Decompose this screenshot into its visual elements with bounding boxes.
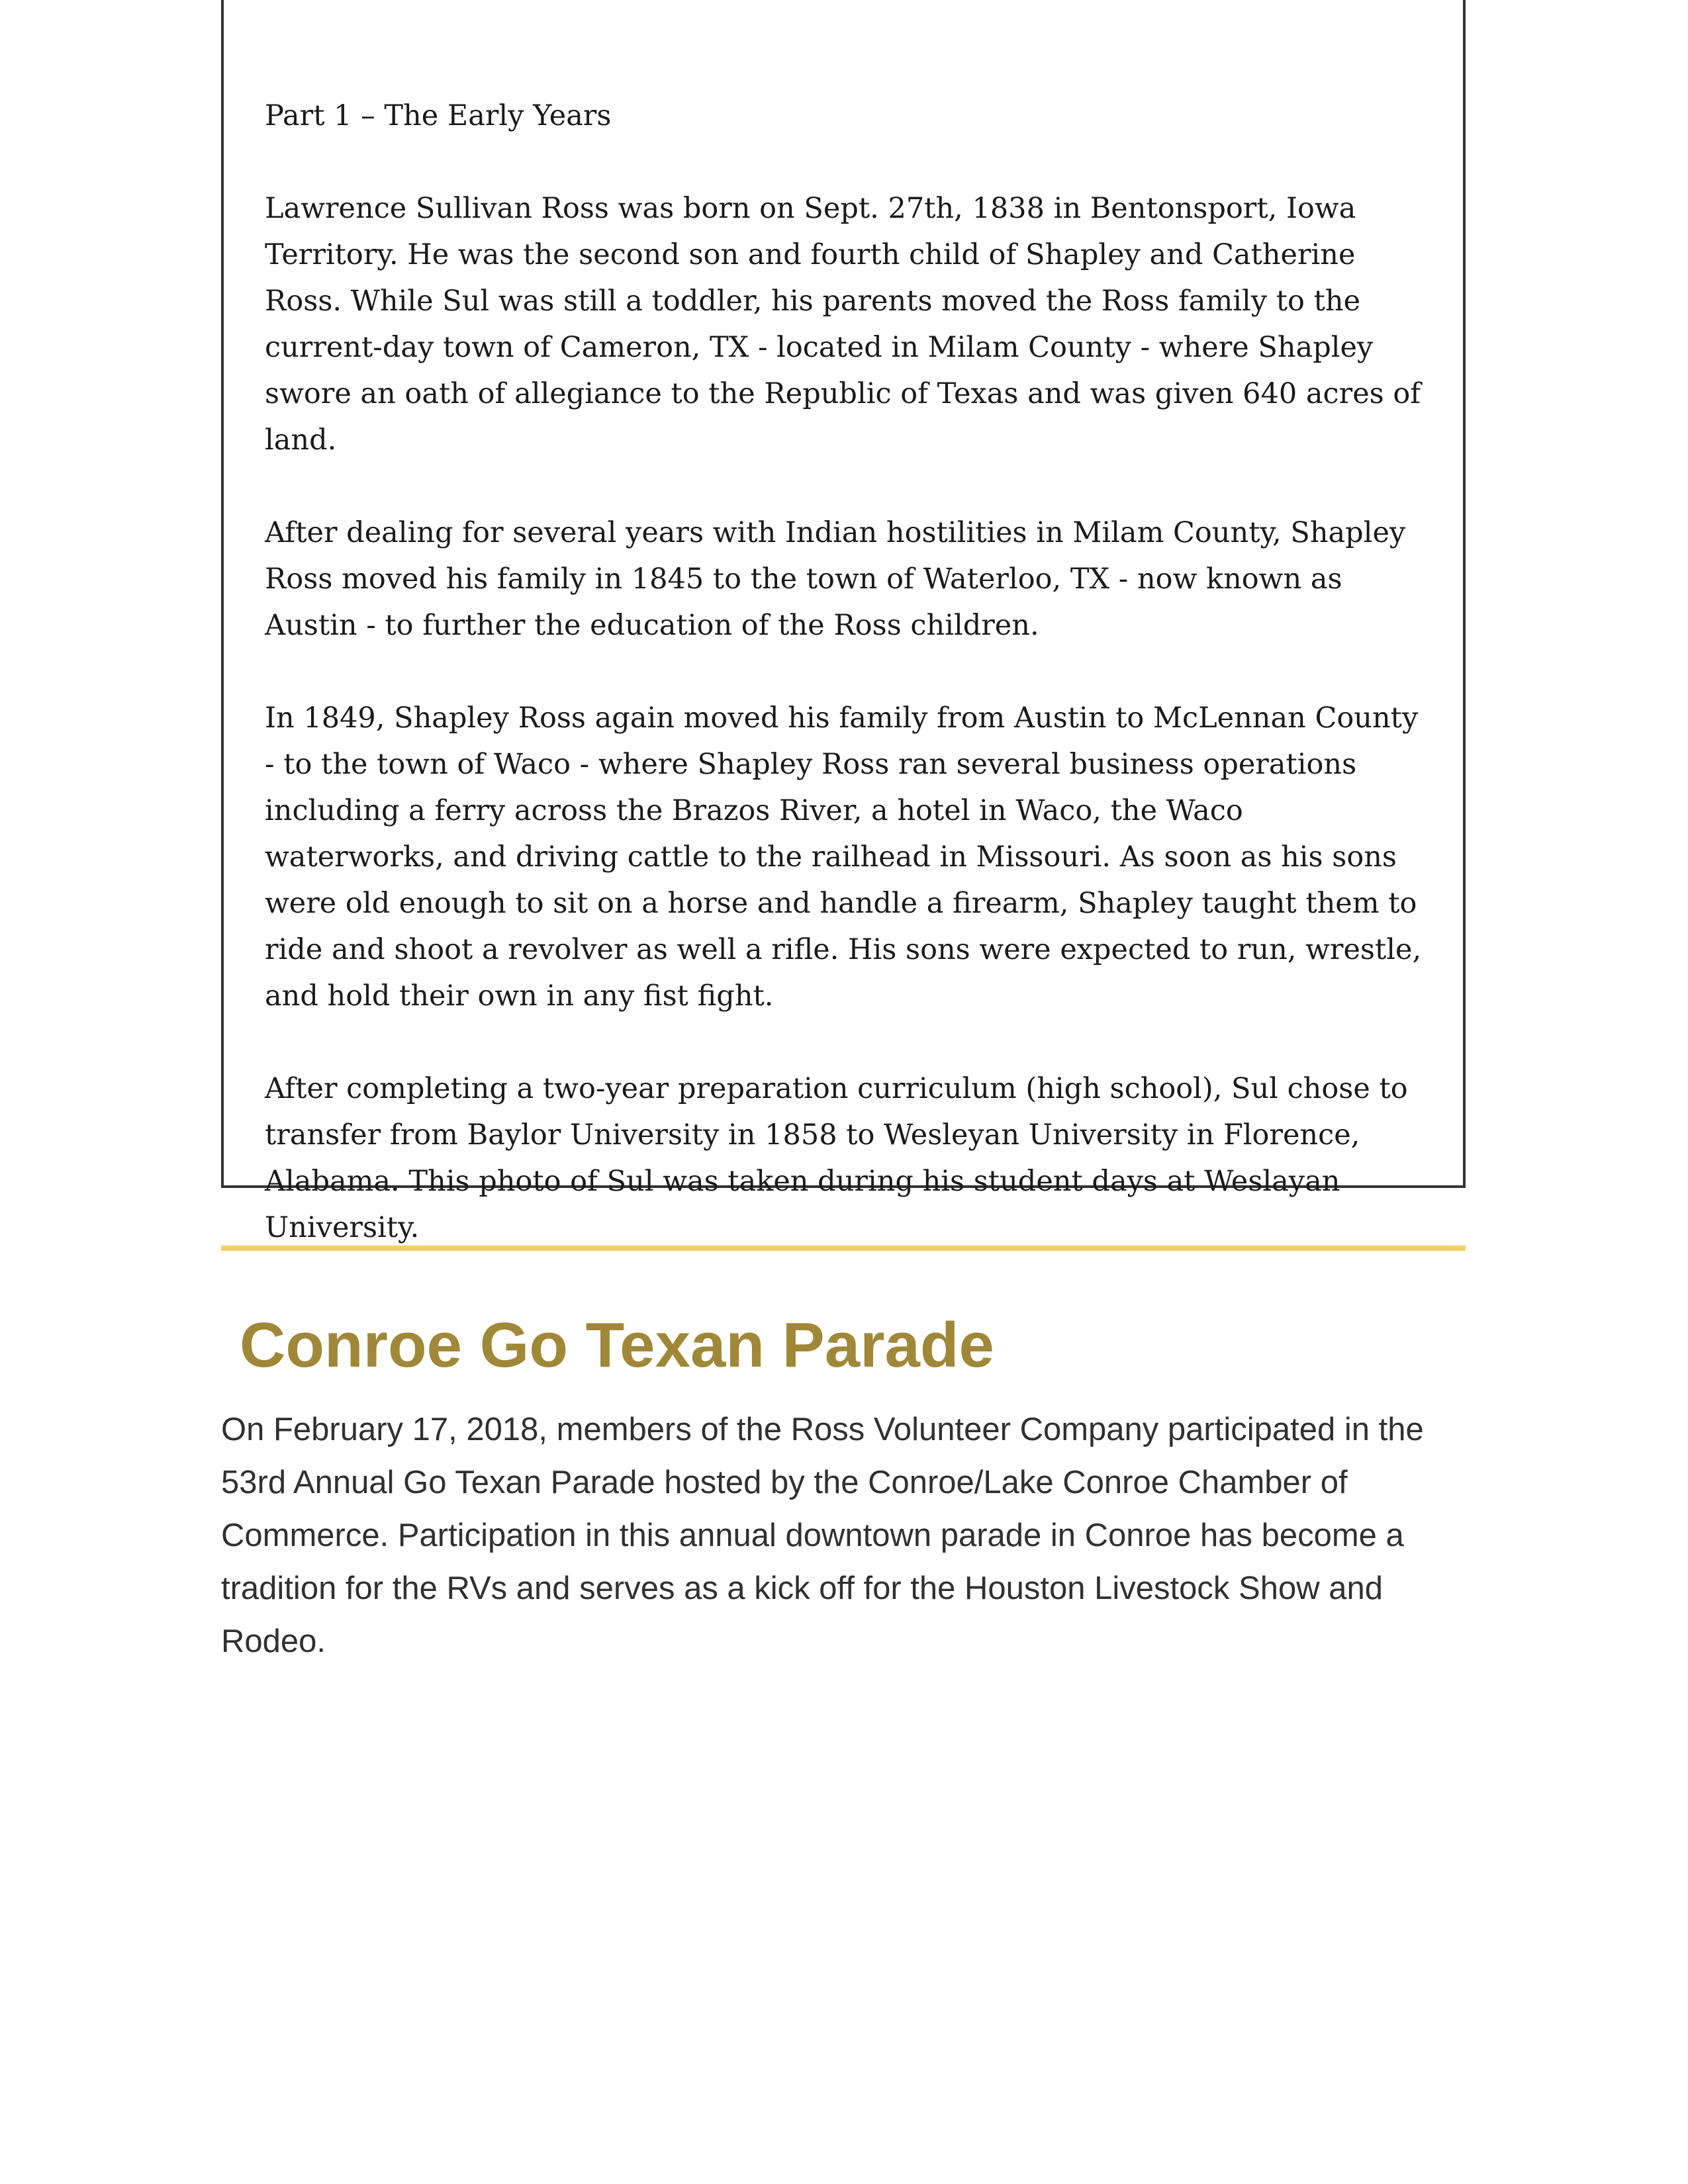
history-paragraph-waterloo: After dealing for several years with Indian hostilities in Milam County, Shapley Ross moved his family in 1845 to the town of Waterloo, TX - now known as Austin - to further the education of the Ross children.	[265, 516, 1406, 642]
history-paragraph-waco: In 1849, Shapley Ross again moved his family from Austin to McLennan County - to the town of Waco - where Shapley Ross ran several business operations including a ferry across the Brazos River, a hotel in Waco, the Waco waterworks, and driving cattle to the railhead in Missouri. As soon as his sons were old enough to sit on a horse and handle a firearm, Shapley taught them to ride and shoot a revolver as well a rifle. His sons were expected to run, wrestle, and hold their own in any fist fight.	[265, 702, 1422, 1013]
history-text-box	[221, 0, 1466, 1244]
history-paragraph-birth: Lawrence Sullivan Ross was born on Sept. 27th, 1838 in Bentonsport, Iowa Territory. He was the second son and fourth child of Shapley and Catherine Ross. While Sul was still a toddler, his parents moved the Ross family to the current-day town of Cameron, TX - located in Milam County - where Shapley swore an oath of allegiance to the Republic of Texas and was given 640 acres of land.	[265, 192, 1421, 457]
section-divider	[221, 1246, 1466, 1251]
history-paragraph-education: After completing a two-year preparation curriculum (high school), Sul chose to transfer from Baylor University in 1858 to Wesleyan University in Florence, Alabama. This photo of Sul was taken during his student days at Weslayan University.	[265, 1072, 1408, 1244]
part-heading: Part 1 – The Early Years	[265, 99, 612, 132]
section-body: On February 17, 2018, members of the Ross Volunteer Company participated in the 53rd Annual Go Texan Parade hosted by the Conroe/Lake Conroe Chamber of Commerce. Participation in this annual downtown parade in Conroe has become a tradition for the RVs and serves as a kick off for the Houston Livestock Show and Rodeo.	[221, 1412, 1424, 1659]
section-title: Conroe Go Texan Parade	[240, 1310, 994, 1381]
